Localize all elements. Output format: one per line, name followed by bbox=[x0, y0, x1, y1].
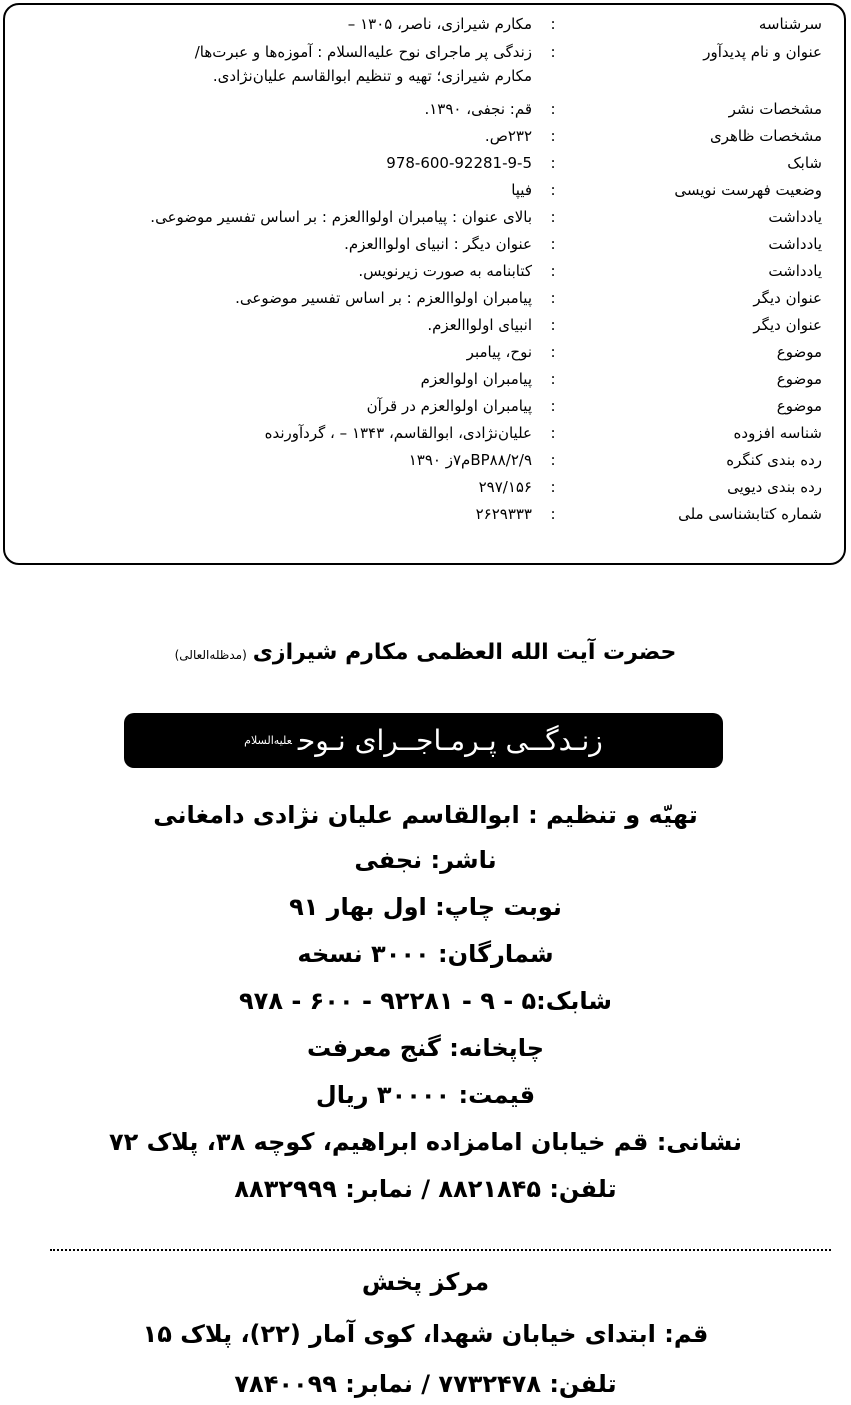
catalog-label: رده بندی دیویی bbox=[727, 478, 822, 496]
catalog-colon: : bbox=[550, 424, 556, 442]
catalog-row bbox=[5, 366, 844, 392]
catalog-colon: : bbox=[550, 235, 556, 253]
catalog-box bbox=[3, 3, 846, 565]
catalog-row bbox=[5, 123, 844, 149]
catalog-value: انبیای اولواالعزم. bbox=[427, 316, 532, 334]
catalog-colon: : bbox=[550, 289, 556, 307]
title-honorific: علیه‌السلام bbox=[244, 734, 292, 747]
catalog-value-continued: مکارم شیرازی؛ تهیه و تنظیم ابوالقاسم علیان‌نژادی. bbox=[212, 67, 532, 85]
catalog-label: مشخصات نشر bbox=[728, 100, 822, 118]
author-honorific: (مدظله‌العالی) bbox=[174, 648, 247, 662]
dotted-divider bbox=[50, 1249, 831, 1251]
catalog-value: ۲۳۲ص. bbox=[484, 127, 532, 145]
catalog-value: نوح، پیامبر bbox=[466, 343, 532, 361]
edition-line: نوبت چاپ: اول بهار ۹۱ bbox=[289, 893, 562, 921]
catalog-row bbox=[5, 285, 844, 311]
catalog-value: پیامبران اولوالعزم در قرآن bbox=[366, 397, 532, 415]
distribution-address: قم: ابتدای خیابان شهدا، کوی آمار (۲۲)، پلاک ۱۵ bbox=[142, 1320, 709, 1348]
catalog-colon: : bbox=[550, 43, 556, 61]
title-banner bbox=[124, 713, 723, 768]
catalog-colon: : bbox=[550, 154, 556, 172]
distribution-heading: مرکز پخش bbox=[361, 1268, 490, 1296]
catalog-label: شابک bbox=[787, 154, 822, 172]
circulation-line: شمارگان: ۳۰۰۰ نسخه bbox=[297, 940, 554, 968]
catalog-label: یادداشت bbox=[768, 235, 822, 253]
catalog-colon: : bbox=[550, 208, 556, 226]
catalog-value: پیامبران اولوالعزم bbox=[420, 370, 532, 388]
catalog-row bbox=[5, 393, 844, 419]
catalog-label: یادداشت bbox=[768, 262, 822, 280]
distribution-phone: تلفن: ۷۷۳۲۴۷۸ / نمابر: ۷۸۴۰۰۹۹ bbox=[234, 1370, 617, 1398]
catalog-label: موضوع bbox=[776, 343, 822, 361]
catalog-row bbox=[5, 339, 844, 365]
catalog-label: موضوع bbox=[776, 370, 822, 388]
catalog-row bbox=[5, 231, 844, 257]
catalog-label: سرشناسه bbox=[758, 15, 822, 33]
phone-line: تلفن: ۸۸۲۱۸۴۵ / نمابر: ۸۸۳۲۹۹۹ bbox=[234, 1175, 617, 1203]
catalog-colon: : bbox=[550, 451, 556, 469]
printer-line: چاپخانه: گنج معرفت bbox=[306, 1034, 544, 1062]
catalog-value-isbn: 978-600-92281-9-5 bbox=[386, 154, 532, 172]
catalog-colon: : bbox=[550, 15, 556, 33]
catalog-row bbox=[5, 63, 844, 89]
catalog-value: عنوان دیگر : انبیای اولواالعزم. bbox=[344, 235, 532, 253]
address-line: نشانی: قم خیابان امامزاده ابراهیم، کوچه ۳۸، پلاک ۷۲ bbox=[108, 1128, 743, 1156]
catalog-row bbox=[5, 420, 844, 446]
author-heading bbox=[0, 640, 851, 665]
catalog-value: فیپا bbox=[511, 181, 532, 199]
catalog-row bbox=[5, 39, 844, 65]
catalog-value: BP۸۸/۲/۹م۷ز ۱۳۹۰ bbox=[408, 451, 532, 469]
catalog-row bbox=[5, 474, 844, 500]
catalog-label: مشخصات ظاهری bbox=[709, 127, 822, 145]
catalog-row bbox=[5, 501, 844, 527]
isbn-line: شابک:۵ - ۹ - ۹۲۲۸۱ - ۶۰۰ - ۹۷۸ bbox=[239, 987, 612, 1015]
catalog-colon: : bbox=[550, 127, 556, 145]
catalog-row bbox=[5, 150, 844, 176]
catalog-row bbox=[5, 258, 844, 284]
catalog-colon: : bbox=[550, 100, 556, 118]
catalog-label: شماره کتابشناسی ملی bbox=[678, 505, 822, 523]
preparer-line: تهیّه و تنظیم : ابوالقاسم علیان نژادی دامغانی bbox=[153, 801, 698, 829]
catalog-colon: : bbox=[550, 343, 556, 361]
catalog-row bbox=[5, 177, 844, 203]
catalog-colon: : bbox=[550, 181, 556, 199]
catalog-colon: : bbox=[550, 397, 556, 415]
catalog-colon: : bbox=[550, 316, 556, 334]
catalog-row bbox=[5, 96, 844, 122]
price-line: قیمت: ۳۰۰۰۰ ریال bbox=[315, 1081, 536, 1109]
catalog-value: پیامبران اولواالعزم : بر اساس تفسیر موضوعی. bbox=[235, 289, 532, 307]
catalog-value: علیان‌نژادی، ابوالقاسم، ۱۳۴۳ – ، گردآورنده bbox=[264, 424, 532, 442]
catalog-row bbox=[5, 312, 844, 338]
catalog-colon: : bbox=[550, 505, 556, 523]
catalog-value: ۲۶۲۹۳۳۳ bbox=[475, 505, 532, 523]
catalog-colon: : bbox=[550, 370, 556, 388]
catalog-label: عنوان و نام پدیدآور bbox=[703, 43, 822, 61]
catalog-value: مکارم شیرازی، ناصر، ۱۳۰۵ – bbox=[347, 15, 532, 33]
catalog-label: شناسه افزوده bbox=[733, 424, 822, 442]
catalog-row bbox=[5, 204, 844, 230]
catalog-label: موضوع bbox=[776, 397, 822, 415]
catalog-value: زندگی پر ماجرای نوح علیه‌السلام : آموزه‌ها و عبرت‌ها/ bbox=[194, 43, 532, 61]
publisher-line: ناشر: نجفی bbox=[354, 846, 497, 874]
book-title: زنـدگــی پـرمـاجــرای نـوح bbox=[297, 724, 603, 757]
catalog-value: قم: نجفی، ۱۳۹۰. bbox=[424, 100, 532, 118]
catalog-value: کتابنامه به صورت زیرنویس. bbox=[358, 262, 532, 280]
catalog-colon: : bbox=[550, 262, 556, 280]
catalog-value: بالای عنوان : پیامبران اولواالعزم : بر اساس تفسیر موضوعی. bbox=[150, 208, 532, 226]
author-name: حضرت آیت الله العظمی مکارم شیرازی bbox=[252, 640, 677, 665]
catalog-label: وضعیت فهرست نویسی bbox=[674, 181, 822, 199]
catalog-label: یادداشت bbox=[768, 208, 822, 226]
catalog-value: ۲۹۷/۱۵۶ bbox=[478, 478, 532, 496]
catalog-label: عنوان دیگر bbox=[753, 289, 822, 307]
catalog-colon: : bbox=[550, 478, 556, 496]
catalog-row bbox=[5, 447, 844, 473]
catalog-label: رده بندی کنگره bbox=[726, 451, 822, 469]
catalog-label: عنوان دیگر bbox=[753, 316, 822, 334]
catalog-row bbox=[5, 11, 844, 37]
